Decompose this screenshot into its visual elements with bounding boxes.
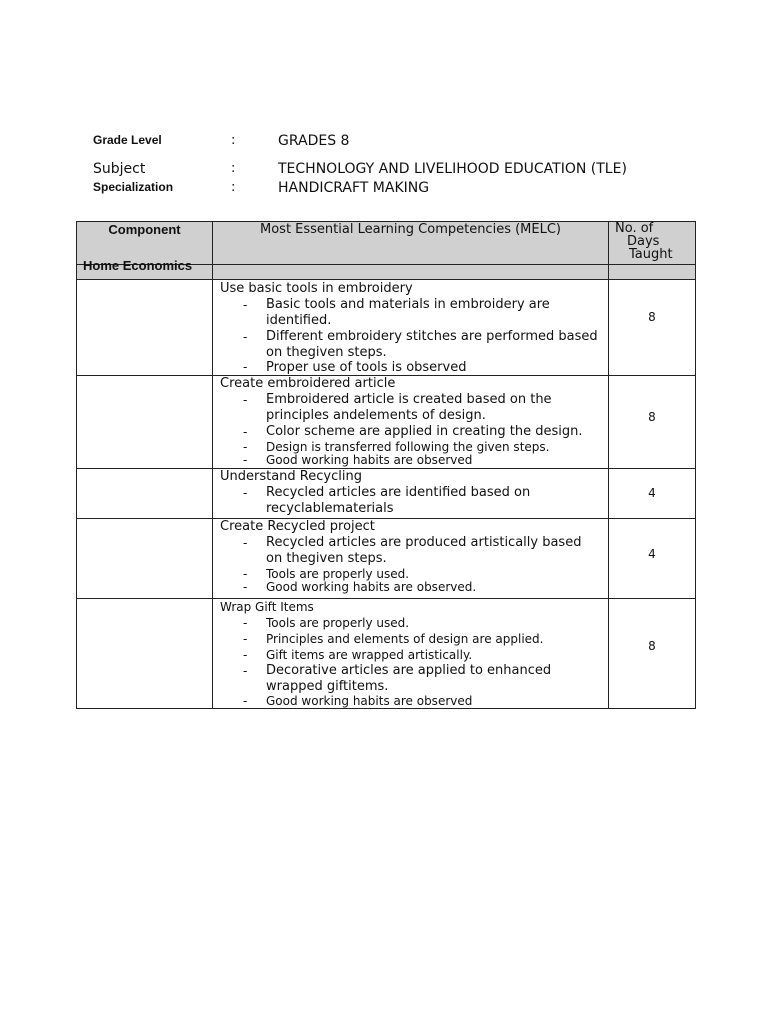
list-item-text: Good working habits are observed	[266, 453, 473, 467]
component-cell	[77, 280, 213, 376]
table-row	[77, 469, 696, 519]
list-item	[213, 485, 608, 517]
bullet-dash: -	[243, 360, 248, 374]
list-item-text: Good working habits are observed.	[266, 580, 477, 594]
list-item-text: Decorative articles are applied to enhanced wrapped giftitems.	[266, 663, 552, 694]
list-item	[213, 695, 608, 708]
competency-title: Create embroidered article	[220, 376, 396, 391]
list-item	[213, 663, 608, 695]
header-melc: Most Essential Learning Competencies (MELC)	[213, 222, 609, 265]
melc-table	[76, 221, 696, 709]
specialization-label: Specialization	[93, 180, 174, 194]
days-cell: 8	[609, 280, 696, 376]
grade-level-value: GRADES 8	[278, 133, 350, 149]
section-label: Home Economics	[83, 258, 193, 273]
bullet-dash: -	[243, 664, 248, 678]
bullet-dash: -	[243, 580, 248, 594]
competency-cell	[213, 376, 609, 469]
competency-cell	[213, 599, 609, 709]
section-empty-cell	[213, 265, 609, 280]
competency-title: Create Recycled project	[220, 519, 375, 534]
header-days-line2: Days	[627, 234, 660, 249]
list-item-text: Different embroidery stitches are performed based on thegiven steps.	[266, 329, 598, 360]
competency-list	[213, 485, 608, 517]
grade-level-row	[93, 133, 713, 155]
list-item-text: Tools are properly used.	[266, 616, 410, 630]
list-item-text: Recycled articles are identified based on recyclablematerials	[266, 485, 531, 516]
bullet-dash: -	[243, 648, 248, 662]
list-item-text: Good working habits are observed	[266, 694, 473, 708]
grade-level-label: Grade Level	[93, 133, 162, 147]
competency-title: Wrap Gift Items	[220, 600, 314, 614]
competency-list	[213, 615, 608, 708]
competency-cell	[213, 280, 609, 376]
list-item-text: Gift items are wrapped artistically.	[266, 648, 473, 662]
list-item	[213, 581, 608, 594]
section-label-cell	[77, 258, 213, 280]
competency-cell	[213, 469, 609, 519]
competency-list	[213, 535, 608, 594]
bullet-dash: -	[243, 616, 248, 630]
header-component: Component	[77, 222, 213, 265]
list-item-text: Proper use of tools is observed	[266, 360, 467, 375]
subject-colon: :	[231, 161, 236, 176]
list-item	[213, 535, 608, 567]
list-item-text: Color scheme are applied in creating the design.	[266, 424, 583, 439]
table-row	[77, 599, 696, 709]
header-days-line3: Taught	[629, 247, 673, 262]
competency-list	[213, 297, 608, 374]
list-item	[213, 647, 608, 663]
list-item	[213, 631, 608, 647]
list-item-text: Design is transferred following the given steps.	[266, 440, 550, 454]
list-item	[213, 615, 608, 631]
days-cell: 8	[609, 376, 696, 469]
bullet-dash: -	[243, 567, 248, 581]
list-item-text: Tools are properly used.	[266, 567, 410, 581]
header-days-line1: No. of	[615, 221, 654, 236]
competency-title: Use basic tools in embroidery	[220, 281, 413, 296]
specialization-row	[93, 180, 713, 202]
list-item	[213, 297, 608, 329]
list-item-text: Principles and elements of design are applied.	[266, 632, 544, 646]
table-row	[77, 280, 696, 376]
component-cell	[77, 599, 213, 709]
component-cell	[77, 519, 213, 599]
list-item-text: Embroidered article is created based on the principles andelements of design.	[266, 392, 552, 423]
bullet-dash: -	[243, 330, 248, 344]
section-empty-cell	[609, 265, 696, 280]
competency-list	[213, 392, 608, 466]
competency-cell	[213, 519, 609, 599]
component-cell	[77, 376, 213, 469]
list-item	[213, 424, 608, 440]
specialization-colon: :	[231, 180, 236, 195]
list-item	[213, 567, 608, 581]
bullet-dash: -	[243, 453, 248, 467]
header-days-taught	[609, 222, 696, 265]
days-cell: 4	[609, 469, 696, 519]
bullet-dash: -	[243, 298, 248, 312]
competency-title: Understand Recycling	[220, 469, 362, 484]
bullet-dash: -	[243, 486, 248, 500]
bullet-dash: -	[243, 536, 248, 550]
subject-label: Subject	[93, 161, 146, 177]
bullet-dash: -	[243, 425, 248, 439]
bullet-dash: -	[243, 440, 248, 454]
days-cell: 4	[609, 519, 696, 599]
grade-level-colon: :	[231, 133, 236, 148]
list-item	[213, 440, 608, 454]
specialization-value: HANDICRAFT MAKING	[278, 180, 430, 196]
section-row	[77, 265, 696, 280]
list-item	[213, 329, 608, 361]
subject-value: TECHNOLOGY AND LIVELIHOOD EDUCATION (TLE)	[278, 161, 627, 177]
table-row	[77, 519, 696, 599]
list-item-text: Basic tools and materials in embroidery are identified.	[266, 297, 550, 328]
list-item	[213, 361, 608, 374]
bullet-dash: -	[243, 393, 248, 407]
bullet-dash: -	[243, 694, 248, 708]
table-row	[77, 376, 696, 469]
list-item	[213, 392, 608, 424]
days-cell: 8	[609, 599, 696, 709]
list-item-text: Recycled articles are produced artistically based on thegiven steps.	[266, 535, 582, 566]
bullet-dash: -	[243, 632, 248, 646]
list-item	[213, 454, 608, 466]
component-cell	[77, 469, 213, 519]
